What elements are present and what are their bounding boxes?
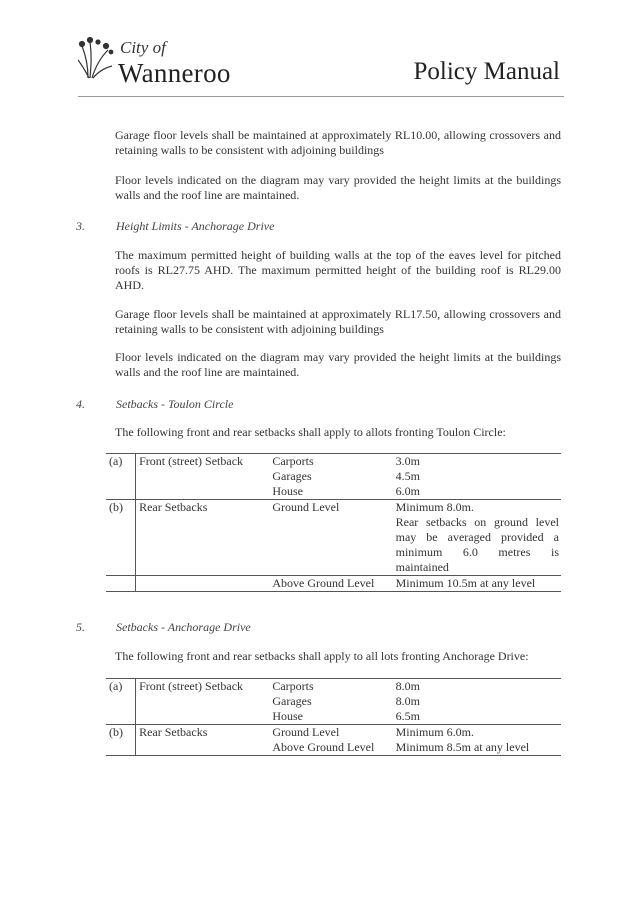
section-5-title: Setbacks - Anchorage Drive — [116, 620, 251, 634]
setback-value: Minimum 8.0m. — [393, 500, 561, 516]
row-label: (a) — [106, 679, 136, 695]
setback-value: 8.0m — [393, 679, 561, 695]
building-type: Garages — [272, 469, 312, 483]
paragraph-floor-levels-2: Floor levels indicated on the diagram may vary provided the height limits at the buildings walls and the roof line are maintained. — [115, 350, 561, 379]
page-header — [78, 34, 564, 96]
paragraph-garage-levels-2: Garage floor levels shall be maintained at approximately RL17.50, allowing crossovers and retaining walls to be consistent with adjoining buildings — [115, 307, 561, 336]
header-divider — [78, 96, 564, 97]
setback-value: Minimum 6.0m. — [393, 725, 561, 741]
building-type: Carports — [269, 454, 392, 470]
table-row — [106, 576, 561, 592]
building-type: Above Ground Level — [269, 740, 392, 756]
table-row — [106, 454, 561, 470]
setback-value: Minimum 8.5m at any level — [393, 740, 561, 756]
building-type: House — [272, 484, 304, 498]
row-label: (a) — [106, 454, 136, 470]
setback-type: Front (street) Setback — [136, 679, 270, 695]
row-label: (b) — [106, 725, 136, 741]
logo-name-text: Wanneroo — [118, 58, 231, 88]
paragraph-height-limits: The maximum permitted height of building walls at the top of the eaves level for pitched roofs is RL27.75 AHD. The maximum permitted height of the building roof is RL29.00 AHD. — [115, 248, 561, 292]
manual-title: Policy Manual — [413, 58, 560, 85]
setback-value: 4.5m — [395, 469, 420, 483]
setback-type: Rear Setbacks — [136, 725, 270, 741]
logo-city-text: City of — [120, 38, 166, 57]
building-type: Above Ground Level — [269, 576, 392, 592]
table-row — [106, 500, 561, 516]
building-type: Carports — [269, 679, 392, 695]
table-row — [106, 725, 561, 741]
setback-type: Front (street) Setback — [136, 454, 270, 470]
city-logo — [78, 34, 258, 90]
table-row — [106, 679, 561, 695]
building-type: House — [272, 709, 304, 723]
building-type: Ground Level — [269, 725, 392, 741]
building-type: Ground Level — [269, 500, 392, 516]
setback-type: Rear Setbacks — [136, 500, 270, 516]
section-3-title: Height Limits - Anchorage Drive — [116, 219, 275, 233]
table-row — [106, 740, 561, 756]
section-3-number: 3. — [76, 219, 85, 233]
table-row — [106, 694, 561, 709]
setback-value: 6.0m — [395, 484, 420, 498]
paragraph-floor-levels: Floor levels indicated on the diagram may vary provided the height limits at the buildings walls and the roof line are maintained. — [115, 173, 561, 202]
setback-value: Minimum 10.5m at any level — [393, 576, 561, 592]
table-row — [106, 709, 561, 725]
setback-value: 8.0m — [395, 694, 420, 708]
row-label: (b) — [106, 500, 136, 516]
section-4-number: 4. — [76, 397, 85, 411]
paragraph-toulon-intro: The following front and rear setbacks shall apply to allots fronting Toulon Circle: — [115, 425, 506, 439]
section-5-number: 5. — [76, 620, 85, 634]
paragraph-anchorage-intro: The following front and rear setbacks shall apply to all lots fronting Anchorage Drive: — [115, 649, 529, 663]
setback-note: Rear setbacks on ground level may be averaged provided a minimum 6.0 metres is maintained — [395, 515, 559, 574]
table-row — [106, 484, 561, 500]
section-4-title: Setbacks - Toulon Circle — [116, 397, 234, 411]
table-row — [106, 515, 561, 576]
setback-value: 6.5m — [395, 709, 420, 723]
reed-emblem-icon — [78, 36, 116, 80]
building-type: Garages — [272, 694, 312, 708]
table-row — [106, 469, 561, 484]
setbacks-table-anchorage — [106, 678, 561, 756]
setbacks-table-toulon — [106, 453, 561, 592]
paragraph-garage-levels: Garage floor levels shall be maintained at approximately RL10.00, allowing crossovers and retaining walls to be consistent with adjoining buildings — [115, 128, 561, 157]
setback-value: 3.0m — [393, 454, 561, 470]
